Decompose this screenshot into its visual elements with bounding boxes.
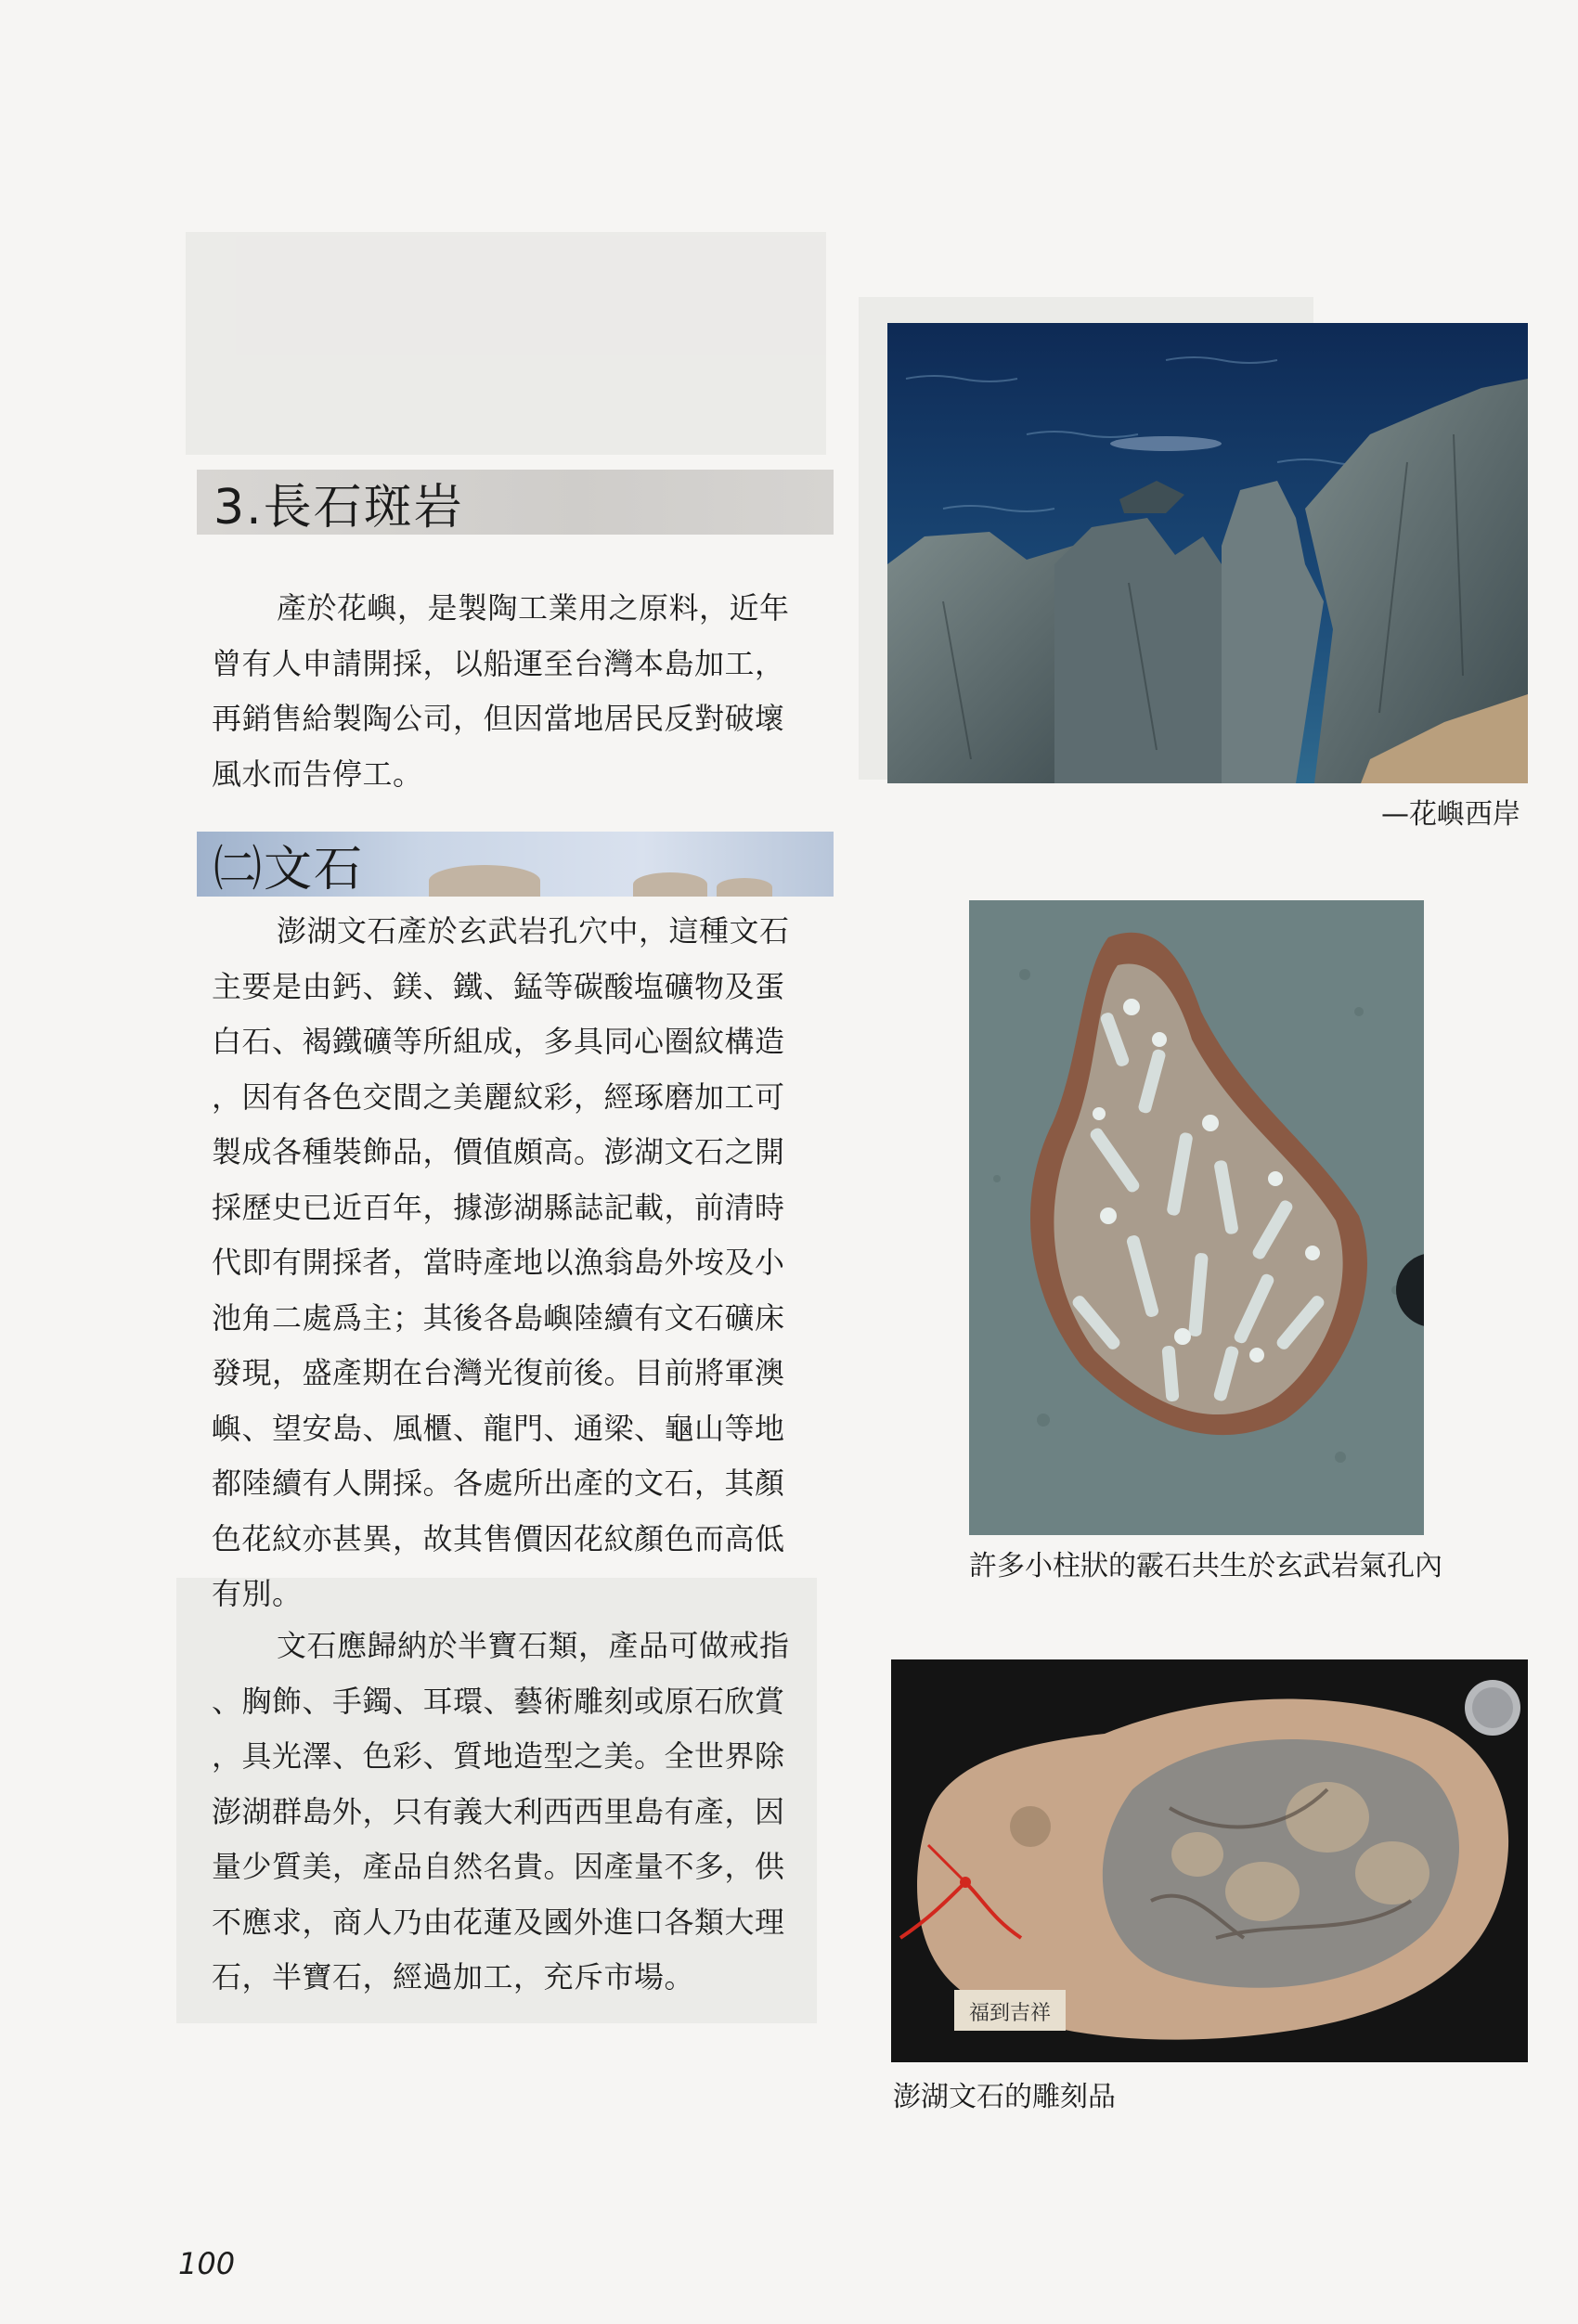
section-heading-text: 3.長石斑岩	[213, 479, 464, 536]
heading-rock-decoration	[429, 865, 540, 897]
text-line: 澎湖文石產於玄武岩孔穴中，這種文石	[277, 913, 790, 949]
text-line: 採歷史已近百年，據澎湖縣誌記載，前清時	[212, 1189, 785, 1225]
caption-wenshi-carving: 澎湖文石的雕刻品	[893, 2081, 1116, 2113]
paragraph-wenshi-origin	[212, 904, 843, 1622]
caption-huayu-west-coast: —花嶼西岸	[1381, 798, 1520, 831]
text-line: 有別。	[212, 1576, 303, 1611]
text-line: 主要是由鈣、鎂、鐵、錳等碳酸塩礦物及蛋	[212, 968, 785, 1004]
text-line: 白石、褐鐵礦等所組成，多具同心圈紋構造	[212, 1024, 785, 1059]
paragraph-wenshi-products	[212, 1619, 843, 2006]
text-line: 發現，盛產期在台灣光復前後。目前將軍澳	[212, 1355, 785, 1390]
text-line: 文石應歸納於半寶石類，產品可做戒指	[277, 1628, 790, 1663]
carving-label-plate: 福到吉祥	[968, 2001, 1051, 2025]
text-line: 製成各種裝飾品，價值頗高。澎湖文石之開	[212, 1134, 785, 1169]
text-line: 色花紋亦甚異，故其售價因花紋顏色而高低	[212, 1520, 785, 1556]
section-heading-text: ㈡文石	[213, 841, 365, 897]
text-line: 都陸續有人開採。各處所出產的文石，其顏	[212, 1465, 785, 1501]
text-line: 代即有開採者，當時產地以漁翁島外垵及小	[212, 1245, 785, 1280]
text-line: 嶼、望安島、風櫃、龍門、通梁、龜山等地	[212, 1410, 785, 1446]
text-line: 、胸飾、手鐲、耳環、藝術雕刻或原石欣賞	[212, 1683, 785, 1719]
text-line: 石，半寶石，經過加工，充斥市場。	[212, 1959, 695, 1995]
page-number: 100	[178, 2246, 236, 2281]
paragraph-feldspar-porphyry	[212, 581, 843, 802]
section-heading-wenshi	[197, 832, 834, 897]
text-line: 曾有人申請開採，以船運至台灣本島加工，	[212, 645, 785, 681]
text-line: 再銷售給製陶公司，但因當地居民反對破壞	[212, 701, 785, 736]
photo-wenshi-carving	[891, 1659, 1528, 2062]
text-line: 澎湖群島外，只有義大利西西里島有產，因	[212, 1793, 785, 1829]
photo-huayu-west-coast	[887, 323, 1528, 783]
text-line: 量少質美，產品自然名貴。因產量不多，供	[212, 1849, 785, 1884]
heading-rock-decoration	[633, 872, 707, 897]
coast-rocks-illustration	[887, 323, 1528, 783]
text-line: 風水而告停工。	[212, 755, 423, 792]
text-line: 池角二處爲主；其後各島嶼陸續有文石礦床	[212, 1299, 785, 1336]
aragonite-cavity-illustration	[969, 900, 1424, 1535]
text-line: ，因有各色交間之美麗紋彩，經琢磨加工可	[212, 1078, 785, 1115]
photo-aragonite-in-basalt	[969, 900, 1424, 1535]
heading-rock-decoration	[717, 878, 772, 897]
text-line: 產於花嶼，是製陶工業用之原料，近年	[277, 590, 790, 626]
caption-aragonite-in-basalt: 許多小柱狀的霰石共生於玄武岩氣孔內	[969, 1550, 1442, 1582]
text-line: ，具光澤、色彩、質地造型之美。全世界除	[212, 1738, 785, 1774]
bleed-through-block	[186, 232, 826, 455]
text-line: 不應求，商人乃由花蓮及國外進口各類大理	[212, 1904, 785, 1940]
section-heading-feldspar-porphyry	[197, 470, 834, 535]
